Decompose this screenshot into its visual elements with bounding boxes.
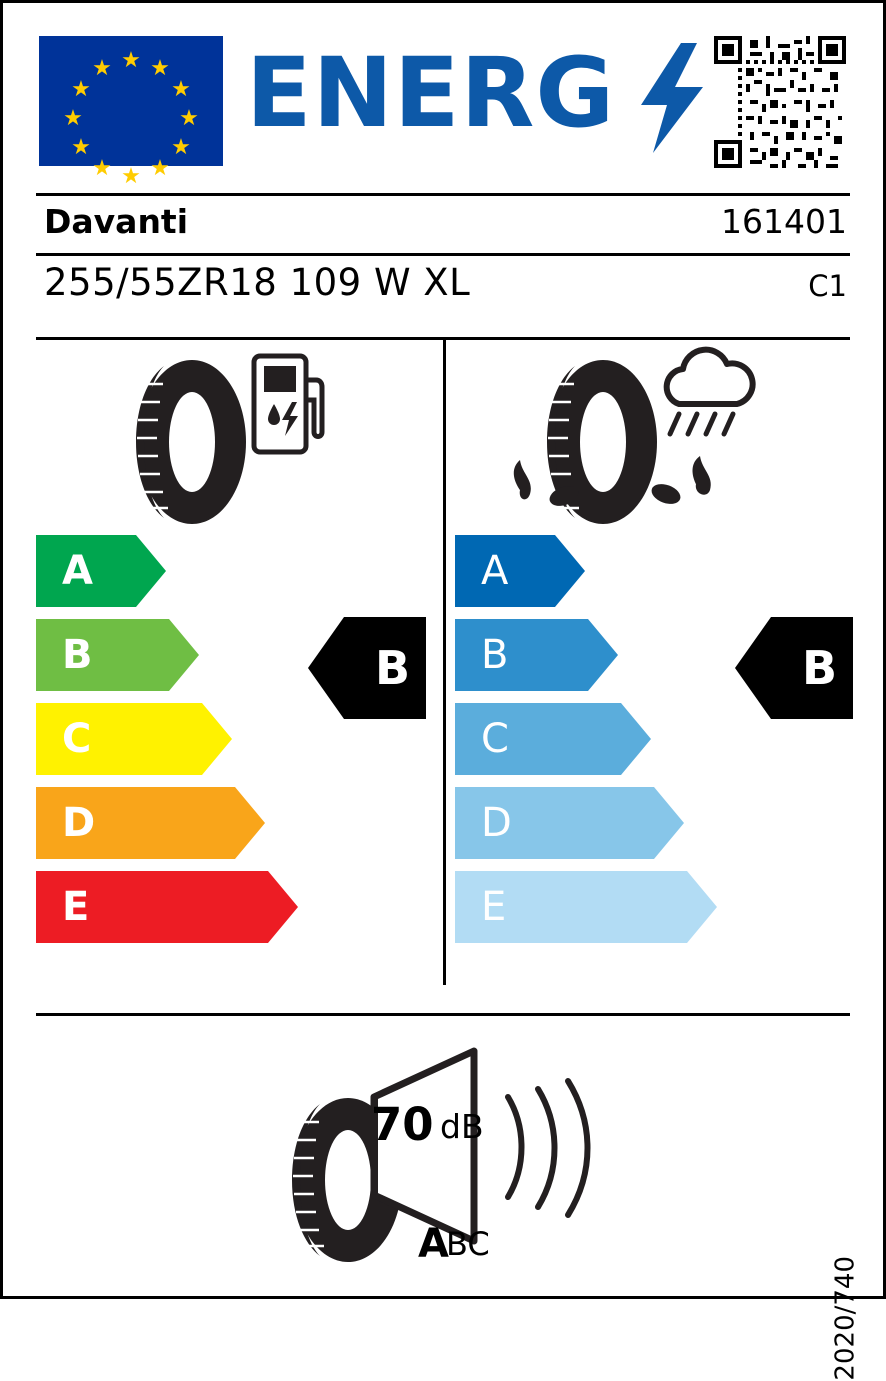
grade-letter: D [62,800,96,846]
fuel-pump-icon [252,354,324,454]
grade-bar [455,535,585,607]
tyre-class: C1 [808,269,847,303]
wet-rating-marker [735,617,853,719]
grade-letter: E [481,884,507,930]
fuel-rating-marker [308,617,426,719]
divider-noise-top [36,1013,850,1016]
grade-bar [36,535,166,607]
tyre-size: 255/55ZR18 109 W XL [44,261,471,304]
lightning-bolt-icon [641,43,703,153]
grade-letter: A [481,548,509,594]
sound-waves-icon [496,1071,606,1221]
noise-class-rest: BC [446,1225,490,1263]
page-title: ENERG [246,37,616,149]
noise-value: 70 [371,1098,434,1151]
brand-code: 161401 [721,202,847,241]
grade-letter: A [62,548,93,594]
brand-row [36,196,850,253]
grade-bar [36,619,199,691]
noise-unit: dB [440,1107,484,1146]
qr-code-icon [714,36,846,168]
grade-letter: E [62,884,90,930]
grade-bar [455,619,618,691]
grade-letter: C [481,716,509,762]
label-header [3,3,883,193]
brand-name: Davanti [44,202,189,241]
divider-brand-bottom [36,253,850,256]
fuel-efficiency-panel [36,340,436,985]
regulation-number: 2020/740 [831,1256,861,1381]
fuel-pictogram-area [36,340,436,530]
spec-row [36,261,850,321]
fuel-rating-value: B [374,641,410,695]
grade-letter: B [62,632,93,678]
noise-class-active: A [418,1221,449,1267]
eu-flag-icon: ★ ★ ★ ★ ★ ★ ★ ★ ★ ★ ★ ★ [39,36,223,166]
divider-vertical [443,340,446,985]
rain-cloud-icon [653,350,763,460]
wet-pictogram-area [455,340,853,530]
grade-letter: B [481,632,509,678]
wet-rating-value: B [801,641,837,695]
wet-grip-panel [455,340,853,985]
tyre-icon [130,360,250,525]
grade-letter: D [481,800,512,846]
grade-letter: C [62,716,92,762]
